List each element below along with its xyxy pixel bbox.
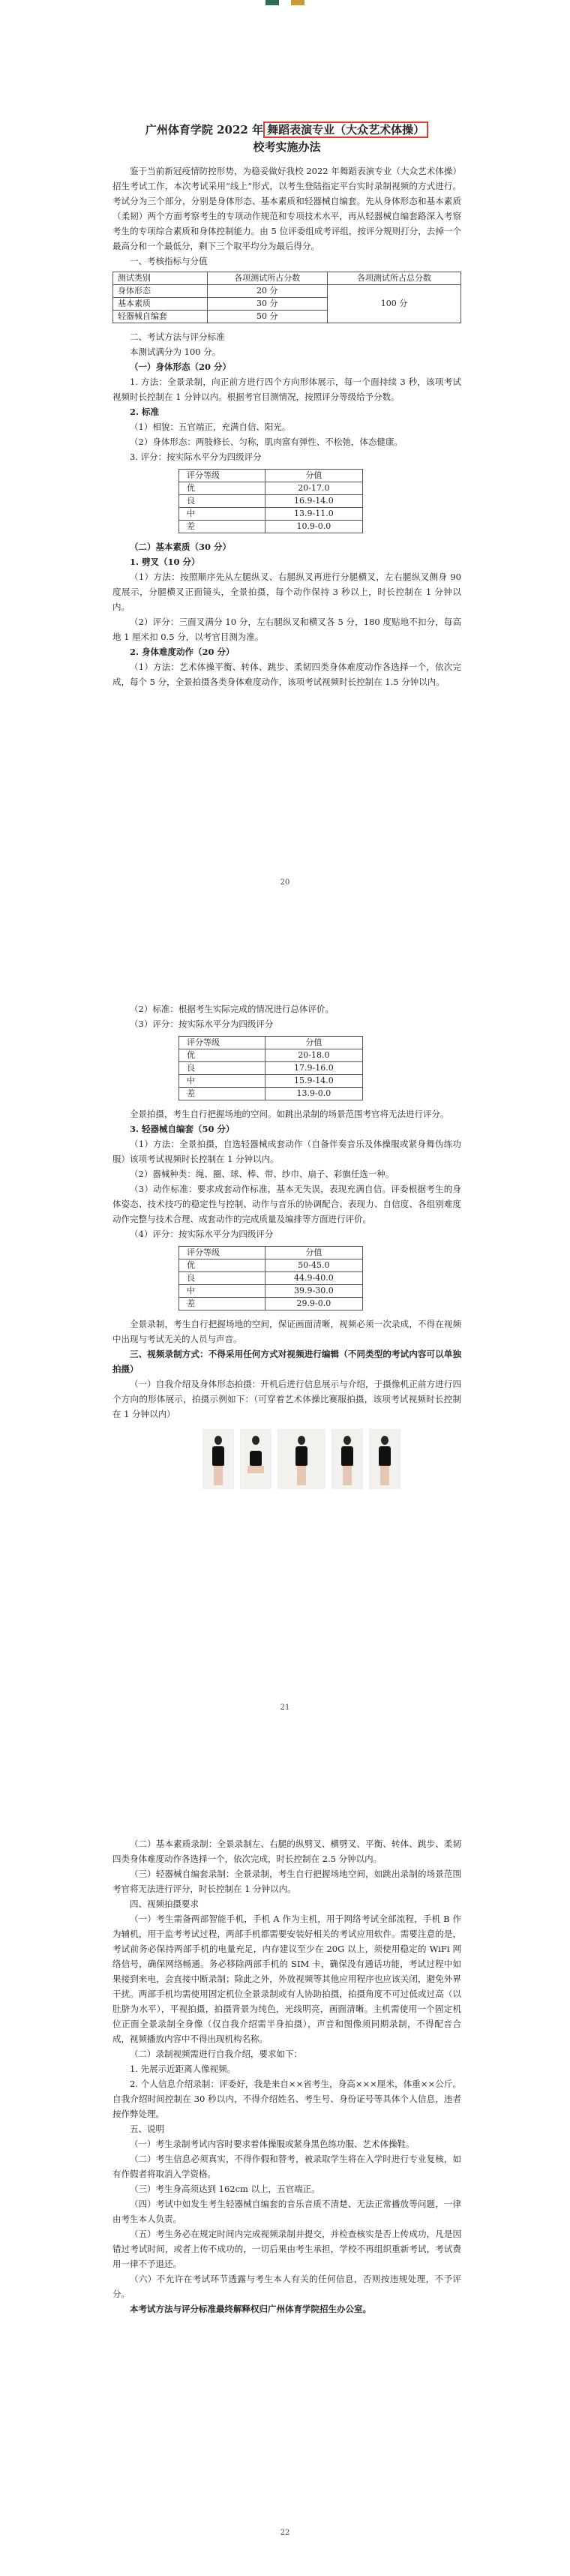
paragraph: （六）不允许在考试环节透露与考生本人有关的任何信息，否则按违规处理，不予评分。 bbox=[112, 2274, 461, 2299]
paragraph: （2）身体形态：两肢修长、匀称，肌肉富有弹性、不松弛，体态健康。 bbox=[130, 437, 403, 447]
table-cell: 44.9-40.0 bbox=[265, 1272, 362, 1285]
paragraph: （1）方法：按照顺序先从左腿纵叉、右腿纵叉再进行分腿横叉，左右腿纵叉侧身 90 度展示，分腿横叉正面镜头，全景拍摄，每个动作保持 3 秒以上，时长控制在 1 分钟以内。 bbox=[112, 572, 461, 612]
table-total-cell: 100 分 bbox=[328, 285, 461, 323]
paragraph: （五）考生务必在规定时间内完成视频录制并提交，并检查核实是否上传成功，凡是因错过考试时间，或者上传不成功的，一切后果由考生承担，学校不再组织重新考试，考试费用一律不予退还。 bbox=[112, 2229, 461, 2269]
paragraph: （二）录制视频需进行自我介绍，要求如下： bbox=[130, 2049, 302, 2059]
paragraph: 全景拍摄，考生自行把握场地的空间。如跳出录制的场景范围考官将无法进行评分。 bbox=[130, 1109, 449, 1119]
table-cell: 良 bbox=[179, 1062, 266, 1075]
table-cell: 10.9-0.0 bbox=[265, 521, 362, 533]
pose-photo-front-full bbox=[278, 1429, 326, 1489]
section-heading: 四、视频拍摄要求 bbox=[130, 1899, 199, 1909]
paragraph: （1）方法：艺术体操平衡、转体、跳步、柔韧四类身体难度动作各选择一个，依次完成，每个 5 分，全景拍摄各类身体难度动作，该项考试视频时长控制在 1.5 分钟以内。 bbox=[112, 662, 461, 687]
table-header: 分值 bbox=[265, 1037, 362, 1049]
table-cell: 13.9-11.0 bbox=[265, 508, 362, 521]
table-cell: 20-17.0 bbox=[265, 482, 362, 495]
paragraph: （三）考生身高须达到 162cm 以上，五官端正。 bbox=[130, 2184, 320, 2194]
table-cell: 优 bbox=[179, 1259, 266, 1272]
paragraph: （4）评分：按实际水平分为四级评分 bbox=[130, 1229, 274, 1239]
subsection-heading: 2. 身体难度动作（20 分） bbox=[130, 647, 235, 657]
table-cell: 20 分 bbox=[207, 285, 327, 298]
table-cell: 中 bbox=[179, 1285, 266, 1298]
section-heading: 二、考试方法与评分标准 bbox=[130, 332, 225, 342]
document-subtitle: 校考实施办法 bbox=[253, 140, 321, 154]
table-cell: 差 bbox=[179, 1088, 266, 1100]
paragraph: 1. 方法：全景录制，向正前方进行四个方向形体展示，每一个面持续 3 秒，该项考试视频时长控制在 1 分钟以内。根据考官目测情况，按照评分等级给予分数。 bbox=[112, 377, 461, 402]
table-cell: 优 bbox=[179, 1049, 266, 1062]
pose-photo-side bbox=[332, 1429, 363, 1489]
document-page-2 bbox=[0, 943, 570, 1787]
page-number: 20 bbox=[280, 878, 290, 887]
paragraph: （一）自我介绍及身体形态拍摄：开机后进行信息展示与介绍，于摄像机正前方进行四个方向的形体展示，拍摄示例如下：（可穿着艺术体操比赛服拍摄，该项考试视频时长控制在 1 分钟以内） bbox=[112, 1379, 461, 1419]
table-cell: 50-45.0 bbox=[265, 1259, 362, 1272]
table-cell: 30 分 bbox=[207, 298, 327, 311]
paragraph: （2）标准：根据考生实际完成的情况进行总体评价。 bbox=[130, 1004, 334, 1014]
document-page-3 bbox=[0, 1787, 570, 2576]
final-statement: 本考试方法与评分标准最终解释权归广州体育学院招生办公室。 bbox=[130, 2304, 371, 2314]
page-number: 22 bbox=[280, 2529, 290, 2537]
table-cell: 15.9-14.0 bbox=[265, 1075, 362, 1088]
table-cell: 良 bbox=[179, 495, 266, 508]
pose-photo-back bbox=[369, 1429, 400, 1489]
table-header: 测试类别 bbox=[113, 272, 208, 285]
paragraph: （一）考生需备两部智能手机，手机 A 作为主机，用于网络考试全部流程，手机 B 作为辅机，用于监考考试过程，两部手机都需要安装好相关的考试应用软件。需要注意的是，考试前务必保持两部手机的电量充足，内存建议至少在 20G 以上，须使用稳定的 WiFi 网络信号，确保网络畅通。务必移除两部手机的 SIM 卡，确保没有通话功能，考试过程中如果接到来电，会直接中断录制；除此之外，外放视频等其他应用程序也应该关闭，避免外界干扰。两部手机均需使用固定机位全景录制或有人协助拍摄，拍摄角度不可过低或过高（以肚脐为水平），平视拍摄，拍摄背景为纯色，光线明亮，画面清晰。主机需使用一个固定机位正面全景录制全身像（仅自我介绍需半身拍摄），声音和图像须同期录制，不得配音合成，视频播放内容中不得出现机构名称。 bbox=[112, 1914, 461, 2044]
subsection-heading: 3. 轻器械自编套（50 分） bbox=[130, 1124, 235, 1134]
paragraph: （三）轻器械自编套录制：全景录制，考生自行把握场地空间，如跳出录制的场景范围考官将无法进行评分，时长控制在 1 分钟以内。 bbox=[112, 1869, 461, 1894]
pose-photo-seated bbox=[240, 1429, 272, 1489]
paragraph: 全景录制，考生自行把握场地的空间，保证画面清晰，视频必须一次录成，不得在视频中出现与考试无关的人员与声音。 bbox=[112, 1319, 461, 1344]
table-cell: 20-18.0 bbox=[265, 1049, 362, 1062]
table-cell: 基本素质 bbox=[113, 298, 208, 311]
score-grade-table bbox=[178, 469, 363, 533]
table-header: 各项测试所占总分数 bbox=[328, 272, 461, 285]
table-cell: 良 bbox=[179, 1272, 266, 1285]
table-cell: 39.9-30.0 bbox=[265, 1285, 362, 1298]
paragraph: （3）动作标准：要求成套动作标准，基本无失误，表现充满自信。评委根据考生的身体姿态、技术技巧的稳定性与控制、动作与音乐的协调配合、表现力、自信度、各组别难度动作完整与技术合理、成套动作的完成质量及编排等方面进行评价。 bbox=[112, 1184, 461, 1224]
subsection-heading: 2. 标准 bbox=[130, 407, 160, 417]
paragraph: （1）方法：全景拍摄，自选轻器械成套动作（自备伴奏音乐及体操服或紧身舞伪练功服）该项考试视频时长控制在 1 分钟以内。 bbox=[112, 1139, 461, 1164]
paragraph: （2）评分：三面叉满分 10 分，左右腿纵叉和横叉各 5 分，180 度贴地不扣分，每高地 1 厘米扣 0.5 分，以考官目测为准。 bbox=[112, 617, 461, 642]
title-highlight: 舞蹈表演专业（大众艺术体操） bbox=[263, 122, 428, 138]
table-cell: 中 bbox=[179, 508, 266, 521]
table-cell: 16.9-14.0 bbox=[265, 495, 362, 508]
table-cell: 身体形态 bbox=[113, 285, 208, 298]
table-header: 评分等级 bbox=[179, 470, 266, 482]
table-header: 分值 bbox=[265, 1247, 362, 1259]
paragraph: （一）考生录制考试内容时要求着体操服或紧身黑色练功服、艺术体操鞋。 bbox=[130, 2139, 415, 2149]
title-prefix: 广州体育学院 2022 年 bbox=[145, 123, 264, 137]
subsection-heading: 1. 劈叉（10 分） bbox=[130, 557, 200, 567]
scoring-table bbox=[112, 272, 461, 323]
paragraph: （四）考试中如发生考生轻器械自编套的音乐音质不清楚、无法正常播放等问题，一律由考生本人负责。 bbox=[112, 2199, 461, 2224]
table-header: 评分等级 bbox=[179, 1247, 266, 1259]
section-heading: 一、考核指标与分值 bbox=[130, 256, 208, 266]
accent-square-gold bbox=[291, 0, 304, 5]
paragraph: 本测试满分为 100 分。 bbox=[130, 347, 221, 357]
table-cell: 17.9-16.0 bbox=[265, 1062, 362, 1075]
table-cell: 13.9-0.0 bbox=[265, 1088, 362, 1100]
paragraph: 2. 个人信息介绍录制：评委好，我是来自××省考生，身高×××厘米，体重××公斤。自我介绍时间控制在 30 秒以内，不得介绍姓名、考生号、身份证号等具体个人信息，违者按作弊处理。 bbox=[112, 2079, 461, 2119]
page-number: 21 bbox=[280, 1704, 290, 1712]
section-heading: 五、说明 bbox=[130, 2124, 164, 2134]
paragraph: 3. 评分：按实际水平分为四级评分 bbox=[130, 452, 262, 462]
pose-photo-front bbox=[202, 1429, 234, 1489]
table-cell: 差 bbox=[179, 1298, 266, 1311]
accent-square-green bbox=[266, 0, 279, 5]
table-header: 分值 bbox=[265, 470, 362, 482]
table-cell: 29.9-0.0 bbox=[265, 1298, 362, 1311]
paragraph: （1）相貌：五官端正，充满自信、阳光。 bbox=[130, 422, 291, 432]
table-cell: 轻器械自编套 bbox=[113, 311, 208, 323]
score-grade-table bbox=[178, 1036, 363, 1100]
table-cell: 50 分 bbox=[207, 311, 327, 323]
section-heading: 三、视频录制方式：不得采用任何方式对视频进行编辑（不同类型的考试内容可以单独拍摄） bbox=[112, 1349, 461, 1374]
paragraph: （3）评分：按实际水平分为四级评分 bbox=[130, 1019, 274, 1029]
table-header: 评分等级 bbox=[179, 1037, 266, 1049]
top-decoration bbox=[0, 0, 570, 11]
table-cell: 中 bbox=[179, 1075, 266, 1088]
document-page-1 bbox=[0, 122, 570, 943]
paragraph: （二）基本素质录制：全景录制左、右腿的纵劈叉、横劈叉、平衡、转体、跳步、柔韧四类身体难度动作各选择一个，依次完成，时长控制在 2.5 分钟以内。 bbox=[112, 1839, 461, 1864]
score-grade-table bbox=[178, 1246, 363, 1311]
paragraph: （二）考生信息必须真实，不得作假和替考，被录取学生将在入学时进行专业复核，如有作假者将取消入学资格。 bbox=[112, 2154, 461, 2179]
table-cell: 优 bbox=[179, 482, 266, 495]
table-cell: 差 bbox=[179, 521, 266, 533]
paragraph: 1. 先展示近距离人像视频。 bbox=[130, 2064, 236, 2074]
subsection-heading: （一）身体形态（20 分） bbox=[130, 362, 232, 372]
paragraph: （2）器械种类：绳、圈、球、棒、带、纱巾、扇子、彩旗任选一种。 bbox=[130, 1169, 394, 1179]
table-header: 各项测试所占分数 bbox=[207, 272, 327, 285]
intro-paragraph: 鉴于当前新冠疫情防控形势，为稳妥做好我校 2022 年舞蹈表演专业（大众艺术体操）招生考试工作，本次考试采用“线上”形式，以考生登陆指定平台实时录制视频的方式进行。考试分为三个部分，分别是身体形态、基本素质和轻器械自编套。先从身体形态和基本素质（柔韧）两个方面考察考生的专项动作规范和专项技术水平，再从轻器械自编套路深入考察考生的专项综合素质和身体控制能力。由 5 位评委组成考评组，按评分规则打分，去掉一个最高分和一个最低分，剩下三个取平均分为最后得分。 bbox=[112, 166, 461, 251]
pose-example-photos bbox=[202, 1429, 461, 1489]
subsection-heading: （二）基本素质（30 分） bbox=[130, 542, 232, 552]
document-title bbox=[112, 122, 461, 138]
